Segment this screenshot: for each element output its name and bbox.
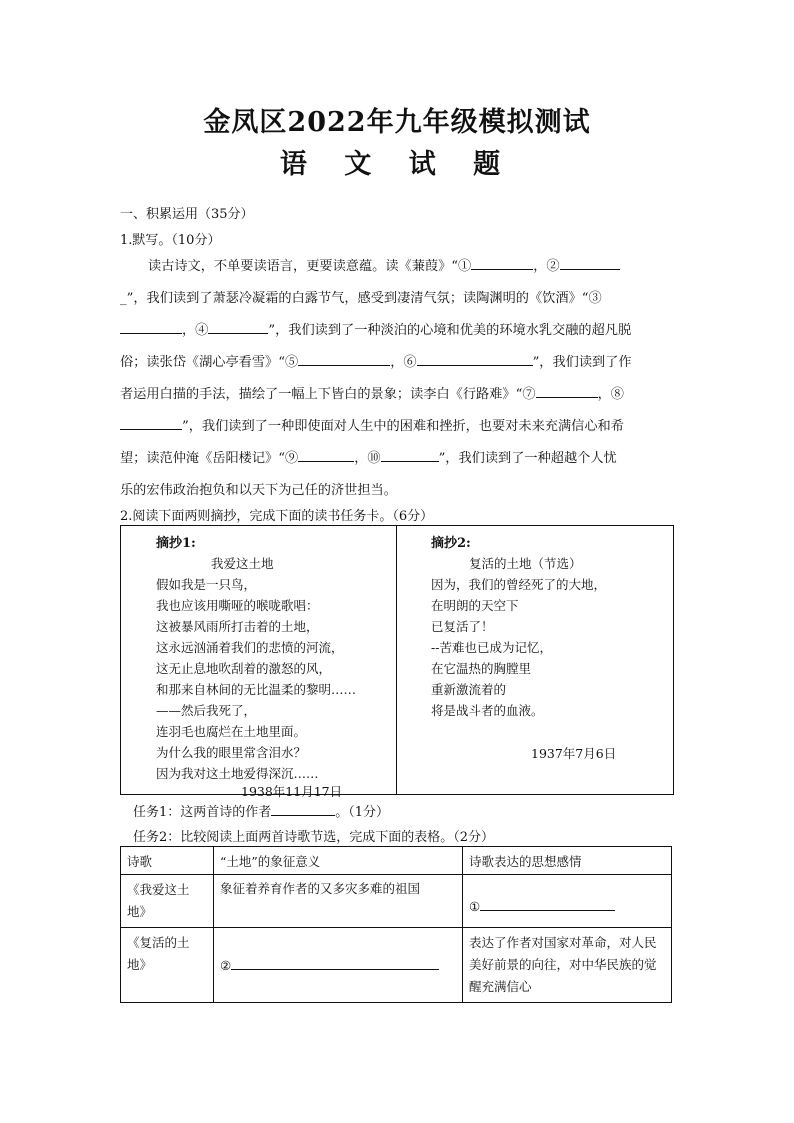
poem-2-title: 复活的土地（节选） [469,556,582,571]
passage-line: 俗；读张岱《湖心亭看雪》“⑤ ，⑥ ”，我们读到了作 [120,351,632,370]
poem-line: 这被暴风雨所打击着的土地， [156,619,319,634]
excerpt-1-header: 摘抄1: [156,536,196,551]
symbol-cell: 象征着养育作者的又多灾多难的祖国 [214,875,463,928]
feeling-cell[interactable]: ① [463,875,672,928]
poem-line: --苦难也已成为记忆， [431,640,552,655]
table-row [121,875,672,928]
excerpt-box [120,525,674,799]
poem-line: 在它温热的胸膛里 [431,661,532,676]
poem-line: 将是战斗者的血液。 [431,703,544,718]
section-heading: 一、积累运用（35分） [120,207,254,222]
answer-blank-9[interactable] [298,448,354,462]
poem-line: 这无止息地吹刮着的激怒的风， [156,661,332,676]
answer-blank-7[interactable] [536,384,598,398]
comparison-table [120,846,672,1003]
answer-blank-4[interactable] [208,320,268,334]
answer-blank-2[interactable] [560,256,620,270]
col-header-symbol: “土地”的象征意义 [214,847,463,875]
task-1: 任务1：这两首诗的作者 。（1分） [133,801,389,820]
poem-line: 因为，我们的曾经死了的大地， [431,577,607,592]
poem-line: 在明朗的天空下 [431,598,519,613]
passage-line: ，④ ”，我们读到了一种淡泊的心境和优美的环境水乳交融的超凡脱 [120,319,631,338]
passage-line: 读古诗文，不单要读语言，更要读意蕴。读《蒹葭》“① ，② [148,255,620,274]
answer-blank-6[interactable] [417,352,533,366]
exam-title: 金凤区2022年九年级模拟测试 [203,107,591,138]
poem-line: 因为我对这土地爱得深沉…… [156,766,319,781]
col-header-poem: 诗歌 [121,847,214,875]
question-1-label: 1.默写。（10分） [120,233,221,248]
answer-blank-5[interactable] [298,352,390,366]
passage-line: 者运用白描的手法，描绘了一幅上下皆白的景象；读李白《行路难》“⑦ ，⑧ [120,383,624,402]
poem-line: 假如我是一只鸟， [156,577,257,592]
poem-line: 重新激流着的 [431,682,507,697]
symbol-cell[interactable]: ② [214,928,463,1003]
poem-cell: 《我爱这土地》 [121,875,214,928]
poem-line: 我也应该用嘶哑的喉咙歌唱： [156,598,319,613]
answer-blank-10[interactable] [381,448,439,462]
subject-title: 语 文 试 题 [279,149,515,180]
poem-line: 连羽毛也腐烂在土地里面。 [156,724,307,739]
excerpt-2-header: 摘抄2: [431,536,471,551]
answer-blank-8[interactable] [120,416,182,430]
poem-line: 已复活了！ [431,619,494,634]
poem-line: 这永远汹涌着我们的悲愤的河流， [156,640,344,655]
poem-line: ——然后我死了， [156,703,257,718]
poem-1-title: 我爱这土地 [211,556,274,571]
table-header-row [121,847,672,875]
poem-cell: 《复活的土地》 [121,928,214,1003]
poem-2-date: 1937年7月6日 [531,746,617,761]
feeling-answer-blank[interactable] [480,910,615,911]
poem-line: 和那来自林间的无比温柔的黎明…… [156,682,357,697]
symbol-answer-blank[interactable] [231,969,439,970]
answer-blank-3[interactable] [120,320,182,334]
task-2: 任务2：比较阅读上面两首诗歌节选，完成下面的表格。（2分） [133,830,495,845]
passage-line: ”，我们读到了一种即使面对人生中的困难和挫折，也要对未来充满信心和希 [120,415,624,434]
author-answer-blank[interactable] [271,802,335,816]
passage-line: 乐的宏伟政治抱负和以天下为己任的济世担当。 [120,483,397,498]
question-2-label: 2.阅读下面两则摘抄，完成下面的读书任务卡。（6分） [120,509,434,524]
col-header-feeling: 诗歌表达的思想感情 [463,847,672,875]
passage-line: _”，我们读到了萧瑟冷凝霜的白露节气，感受到凄清气氛；读陶渊明的《饮酒》“③ [120,291,602,306]
column-divider [396,526,397,794]
answer-blank-1[interactable] [471,256,533,270]
poem-line: 为什么我的眼里常含泪水？ [156,745,307,760]
poem-1-date: 1938年11月17日 [241,784,343,799]
table-row [121,928,672,1003]
passage-line: 望；读范仲淹《岳阳楼记》“⑨ ，⑩ ”，我们读到了一种超越个人忧 [120,447,617,466]
feeling-cell: 表达了作者对国家对革命，对人民美好前景的向往，对中华民族的觉醒充满信心 [463,928,672,1003]
